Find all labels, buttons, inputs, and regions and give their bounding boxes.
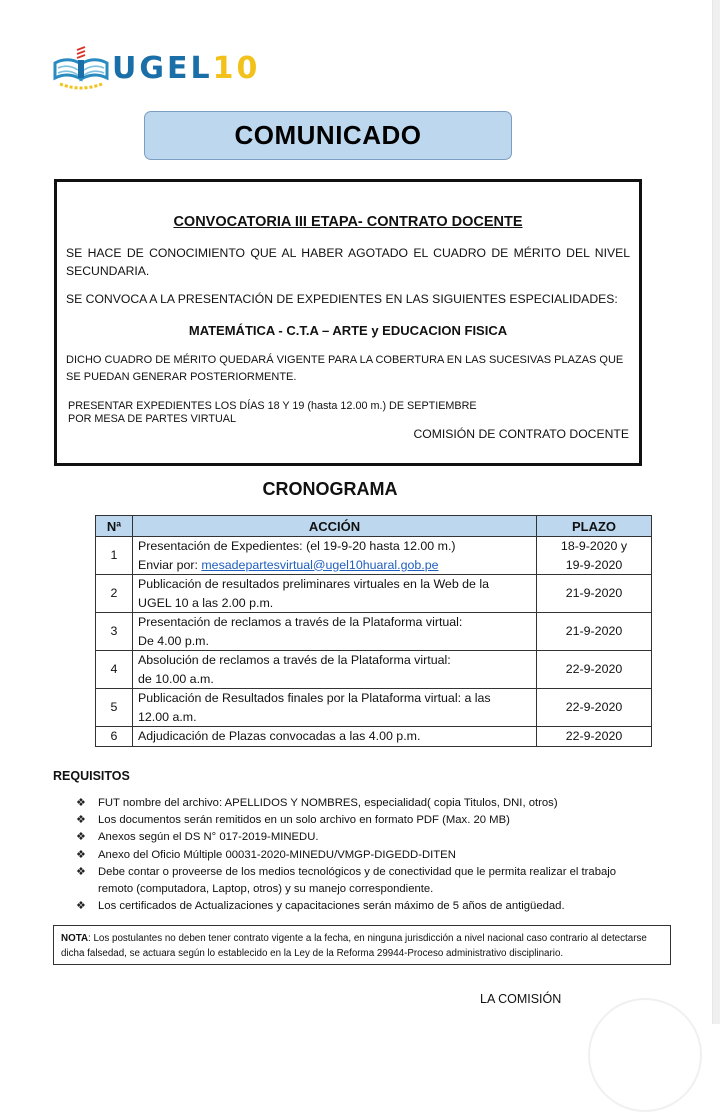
row-plazo: 22-9-2020: [537, 727, 652, 747]
column-header-number: Nª: [96, 516, 133, 537]
open-book-torch-icon: [52, 44, 110, 92]
accion-text: 12.00 a.m.: [138, 709, 197, 724]
row-plazo: 21-9-2020: [537, 575, 652, 613]
row-number: 1: [96, 537, 133, 575]
requisito-text: Los certificados de Actualizaciones y capacitaciones serán máximo de 5 años de antigüedad.: [98, 900, 565, 913]
list-item: [76, 847, 636, 864]
table-row: [96, 727, 652, 747]
column-header-accion: ACCIÓN: [133, 516, 537, 537]
logo-text-number: 10: [212, 50, 261, 86]
accion-text: Presentación de Expedientes: (el 19-9-20 hasta 12.00 m.): [138, 539, 456, 553]
title-banner: [144, 111, 512, 160]
row-accion: [133, 689, 537, 727]
table-row: [96, 689, 652, 727]
row-plazo: [537, 537, 652, 575]
nota-box: [53, 925, 671, 965]
announcement-paragraph-1: SE HACE DE CONOCIMIENTO QUE AL HABER AGOTADO EL CUADRO DE MÉRITO DEL NIVEL SECUNDARIA.: [66, 246, 630, 278]
page-title: COMUNICADO: [234, 120, 422, 150]
row-number: 5: [96, 689, 133, 727]
requisito-text: Los documentos serán remitidos en un solo archivo en formato PDF (Max. 20 MB): [98, 814, 510, 827]
accion-text: Absolución de reclamos a través de la Plataforma virtual:: [138, 653, 451, 667]
accion-text: UGEL 10 a las 2.00 p.m.: [138, 595, 274, 610]
closing-signature: LA COMISIÓN: [480, 992, 562, 1006]
list-item: [76, 864, 636, 898]
cronograma-title: CRONOGRAMA: [262, 479, 398, 499]
accion-text: de 10.00 a.m.: [138, 671, 214, 686]
nota-text: : Los postulantes no deben tener contrato vigente a la fecha, en ninguna jurisdicción a nivel nacional caso contrario al detectarse dicha falsedad, se actuara según lo establecido en la Ley de la Reforma 29944-Proceso administrativo disciplinario.: [61, 933, 647, 959]
row-accion: Adjudicación de Plazas convocadas a las 4.00 p.m.: [133, 727, 537, 747]
accion-prefix: Enviar por:: [138, 557, 202, 572]
announcement-paragraph-3: DICHO CUADRO DE MÉRITO QUEDARÁ VIGENTE PARA LA COBERTURA EN LAS SUCESIVAS PLAZAS QUE SE PUEDAN GENERAR POSTERIORMENTE.: [66, 354, 624, 383]
submission-dates-line: PRESENTAR EXPEDIENTES LOS DÍAS 18 Y 19 (hasta 12.00 m.) DE SEPTIEMBRE: [68, 400, 477, 412]
requisito-text: Anexos según el DS N° 017-2019-MINEDU.: [98, 831, 319, 844]
diamond-bullet-icon: ❖: [76, 900, 86, 913]
table-header-row: [96, 516, 652, 537]
row-accion: [133, 651, 537, 689]
row-number: 6: [96, 727, 133, 747]
announcement-signature: COMISIÓN DE CONTRATO DOCENTE: [413, 427, 629, 441]
diamond-bullet-icon: ❖: [76, 848, 86, 861]
table-row: [96, 537, 652, 575]
logo-text-ugel: UGEL: [112, 50, 213, 86]
requisito-text: FUT nombre del archivo: APELLIDOS Y NOMBRES, especialidad( copia Titulos, DNI, otros): [98, 797, 558, 809]
list-item: [76, 898, 636, 915]
ugel-logo: [52, 44, 260, 92]
row-plazo: 22-9-2020: [537, 689, 652, 727]
accion-text: Publicación de Resultados finales por la Plataforma virtual: a las: [138, 691, 491, 705]
row-accion: [133, 575, 537, 613]
requisitos-title: REQUISITOS: [53, 769, 130, 783]
nota-label: NOTA: [61, 933, 89, 944]
plazo-line-1: 18-9-2020 y: [560, 539, 628, 553]
requisito-text: Anexo del Oficio Múltiple 00031-2020-MINEDU/VMGP-DIGEDD-DITEN: [98, 848, 456, 861]
specialties-list: MATEMÁTICA - C.T.A – ARTE y EDUCACION FISICA: [188, 323, 508, 338]
diamond-bullet-icon: ❖: [76, 797, 86, 809]
email-link[interactable]: mesadepartesvirtual@ugel10huaral.gob.pe: [201, 557, 439, 572]
table-row: [96, 651, 652, 689]
logo-text: [112, 51, 260, 86]
cronograma-table: [95, 515, 652, 747]
announcement-box: [54, 179, 642, 466]
accion-text: De 4.00 p.m.: [138, 633, 209, 648]
list-item: [76, 829, 636, 846]
accion-text: Publicación de resultados preliminares virtuales en la Web de la: [138, 577, 490, 591]
requisito-text: Debe contar o proveerse de los medios tecnológicos y de conectividad que le permita realizar el trabajo remoto (computadora, Laptop, otros) y su manejo correspondiente.: [98, 865, 617, 896]
row-accion: [133, 613, 537, 651]
stamp-watermark: [588, 998, 702, 1112]
list-item: [76, 795, 636, 812]
row-number: 3: [96, 613, 133, 651]
column-header-plazo: PLAZO: [537, 516, 652, 537]
row-plazo: 21-9-2020: [537, 613, 652, 651]
list-item: [76, 812, 636, 829]
announcement-paragraph-4: [68, 400, 630, 426]
row-number: 4: [96, 651, 133, 689]
accion-text: Presentación de reclamos a través de la Plataforma virtual:: [138, 615, 463, 629]
diamond-bullet-icon: ❖: [76, 814, 86, 827]
table-row: [96, 575, 652, 613]
diamond-bullet-icon: ❖: [76, 865, 86, 878]
announcement-heading: CONVOCATORIA III ETAPA- CONTRATO DOCENTE: [173, 214, 523, 230]
row-number: 2: [96, 575, 133, 613]
announcement-paragraph-2: SE CONVOCA A LA PRESENTACIÓN DE EXPEDIENTES EN LAS SIGUIENTES ESPECIALIDADES:: [66, 292, 618, 306]
row-plazo: 22-9-2020: [537, 651, 652, 689]
page-edge-strip: [712, 0, 720, 1024]
submission-channel-line: POR MESA DE PARTES VIRTUAL: [68, 413, 236, 425]
diamond-bullet-icon: ❖: [76, 831, 86, 844]
requisitos-list: [76, 795, 636, 915]
row-accion: [133, 537, 537, 575]
plazo-line-2: 19-9-2020: [565, 557, 623, 572]
table-row: [96, 613, 652, 651]
